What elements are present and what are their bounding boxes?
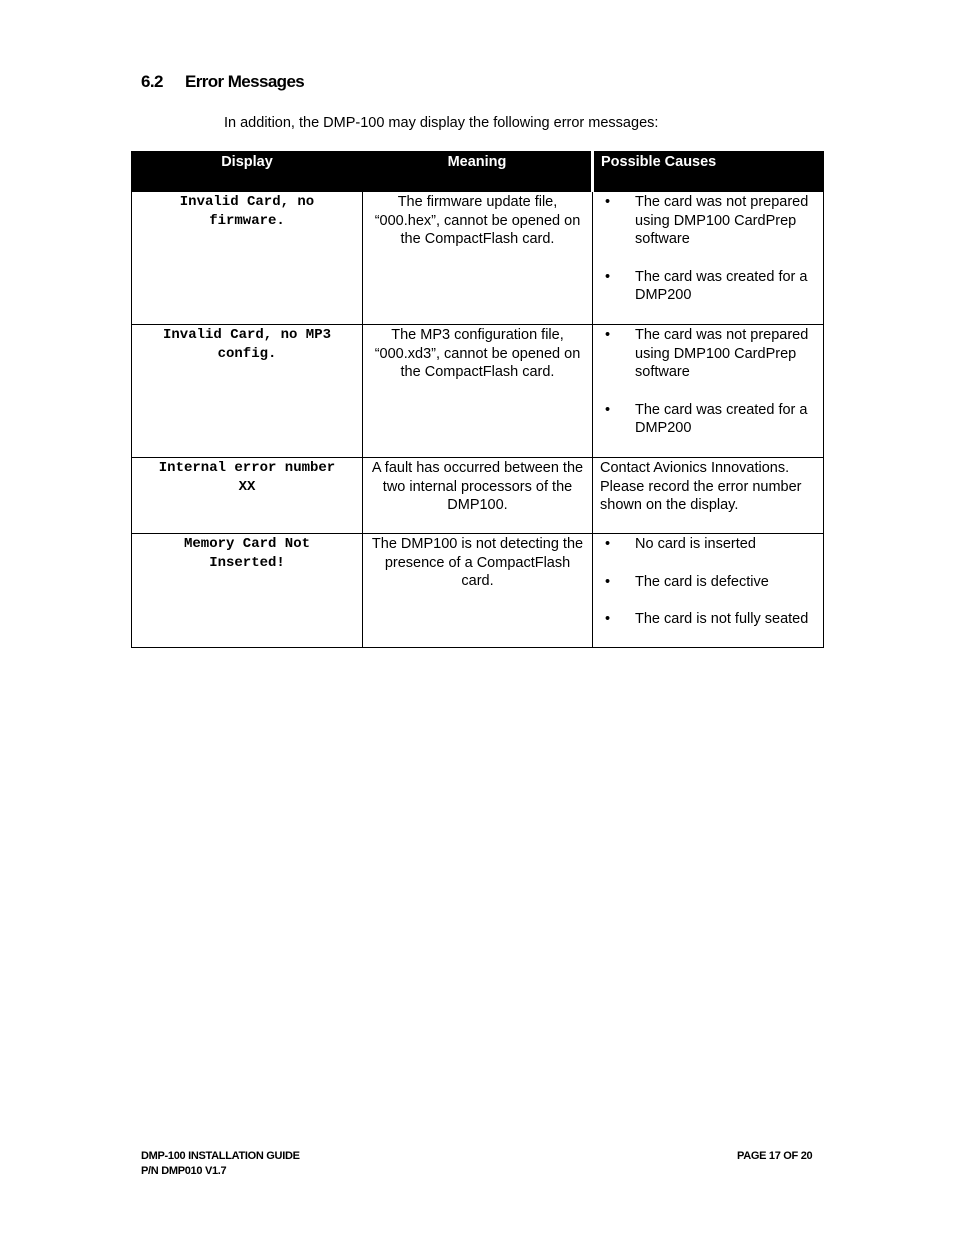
cause-text: The card was not prepared using DMP100 CardPrep software bbox=[635, 194, 809, 247]
list-item bbox=[600, 268, 816, 305]
display-line: Invalid Card, no MP3 bbox=[162, 327, 332, 343]
display-cell bbox=[132, 458, 363, 534]
list-item bbox=[600, 535, 816, 554]
display-cell bbox=[132, 192, 363, 325]
section-title: Error Messages bbox=[185, 72, 305, 91]
cause-text: The card was created for a DMP200 bbox=[635, 401, 808, 436]
intro-text: In addition, the DMP-100 may display the following error messages: bbox=[224, 115, 659, 131]
display-line: XX bbox=[238, 478, 256, 495]
list-item bbox=[600, 610, 816, 629]
footer-page-number: PAGE 17 OF 20 bbox=[737, 1150, 813, 1162]
table-row bbox=[132, 325, 824, 458]
header-possible-causes: Possible Causes bbox=[593, 152, 824, 192]
header-meaning: Meaning bbox=[363, 152, 593, 192]
cause-text: The card was created for a DMP200 bbox=[635, 268, 808, 303]
cause-text: The card was not prepared using DMP100 CardPrep software bbox=[635, 327, 809, 380]
meaning-cell: The firmware update file, “000.hex”, cannot be opened on the CompactFlash card. bbox=[363, 192, 593, 325]
table-header-row bbox=[132, 152, 824, 192]
bullet-icon: • bbox=[605, 611, 611, 627]
table-row bbox=[132, 534, 824, 648]
display-line: config. bbox=[217, 345, 277, 362]
list-item bbox=[600, 401, 816, 438]
causes-cell: Contact Avionics Innovations. Please record the error number shown on the display. bbox=[593, 458, 824, 534]
list-item bbox=[600, 326, 816, 382]
error-messages-table bbox=[131, 151, 824, 648]
meaning-cell: The DMP100 is not detecting the presence of a CompactFlash card. bbox=[363, 534, 593, 648]
bullet-icon: • bbox=[605, 268, 611, 285]
display-cell bbox=[132, 325, 363, 458]
table-row bbox=[132, 458, 824, 534]
causes-list bbox=[600, 535, 816, 629]
bullet-icon: • bbox=[605, 573, 611, 590]
cause-text: The card is not fully seated bbox=[635, 611, 809, 627]
cause-text: The card is defective bbox=[635, 573, 769, 590]
display-line: Internal error number bbox=[158, 460, 336, 476]
display-line: Memory Card Not bbox=[183, 536, 311, 552]
bullet-icon: • bbox=[605, 536, 611, 552]
display-line: Invalid Card, no bbox=[179, 194, 315, 210]
causes-list bbox=[600, 326, 816, 438]
section-heading bbox=[141, 72, 304, 92]
causes-cell bbox=[593, 192, 824, 325]
meaning-cell: A fault has occurred between the two internal processors of the DMP100. bbox=[363, 458, 593, 534]
causes-cell bbox=[593, 325, 824, 458]
footer-guide-title: DMP-100 INSTALLATION GUIDE bbox=[141, 1150, 300, 1162]
bullet-icon: • bbox=[605, 327, 611, 343]
display-cell bbox=[132, 534, 363, 648]
list-item bbox=[600, 193, 816, 249]
bullet-icon: • bbox=[605, 194, 611, 210]
cause-text: No card is inserted bbox=[635, 536, 756, 552]
display-line: firmware. bbox=[209, 212, 285, 229]
footer-part-number: P/N DMP010 V1.7 bbox=[141, 1165, 227, 1177]
meaning-cell: The MP3 configuration file, “000.xd3”, cannot be opened on the CompactFlash card. bbox=[363, 325, 593, 458]
header-display: Display bbox=[132, 152, 363, 192]
causes-list bbox=[600, 193, 816, 305]
bullet-icon: • bbox=[605, 401, 611, 418]
display-line: Inserted! bbox=[209, 554, 285, 571]
causes-cell bbox=[593, 534, 824, 648]
list-item bbox=[600, 573, 816, 592]
section-number: 6.2 bbox=[141, 72, 163, 91]
table-row bbox=[132, 192, 824, 325]
footer-left bbox=[141, 1149, 300, 1179]
